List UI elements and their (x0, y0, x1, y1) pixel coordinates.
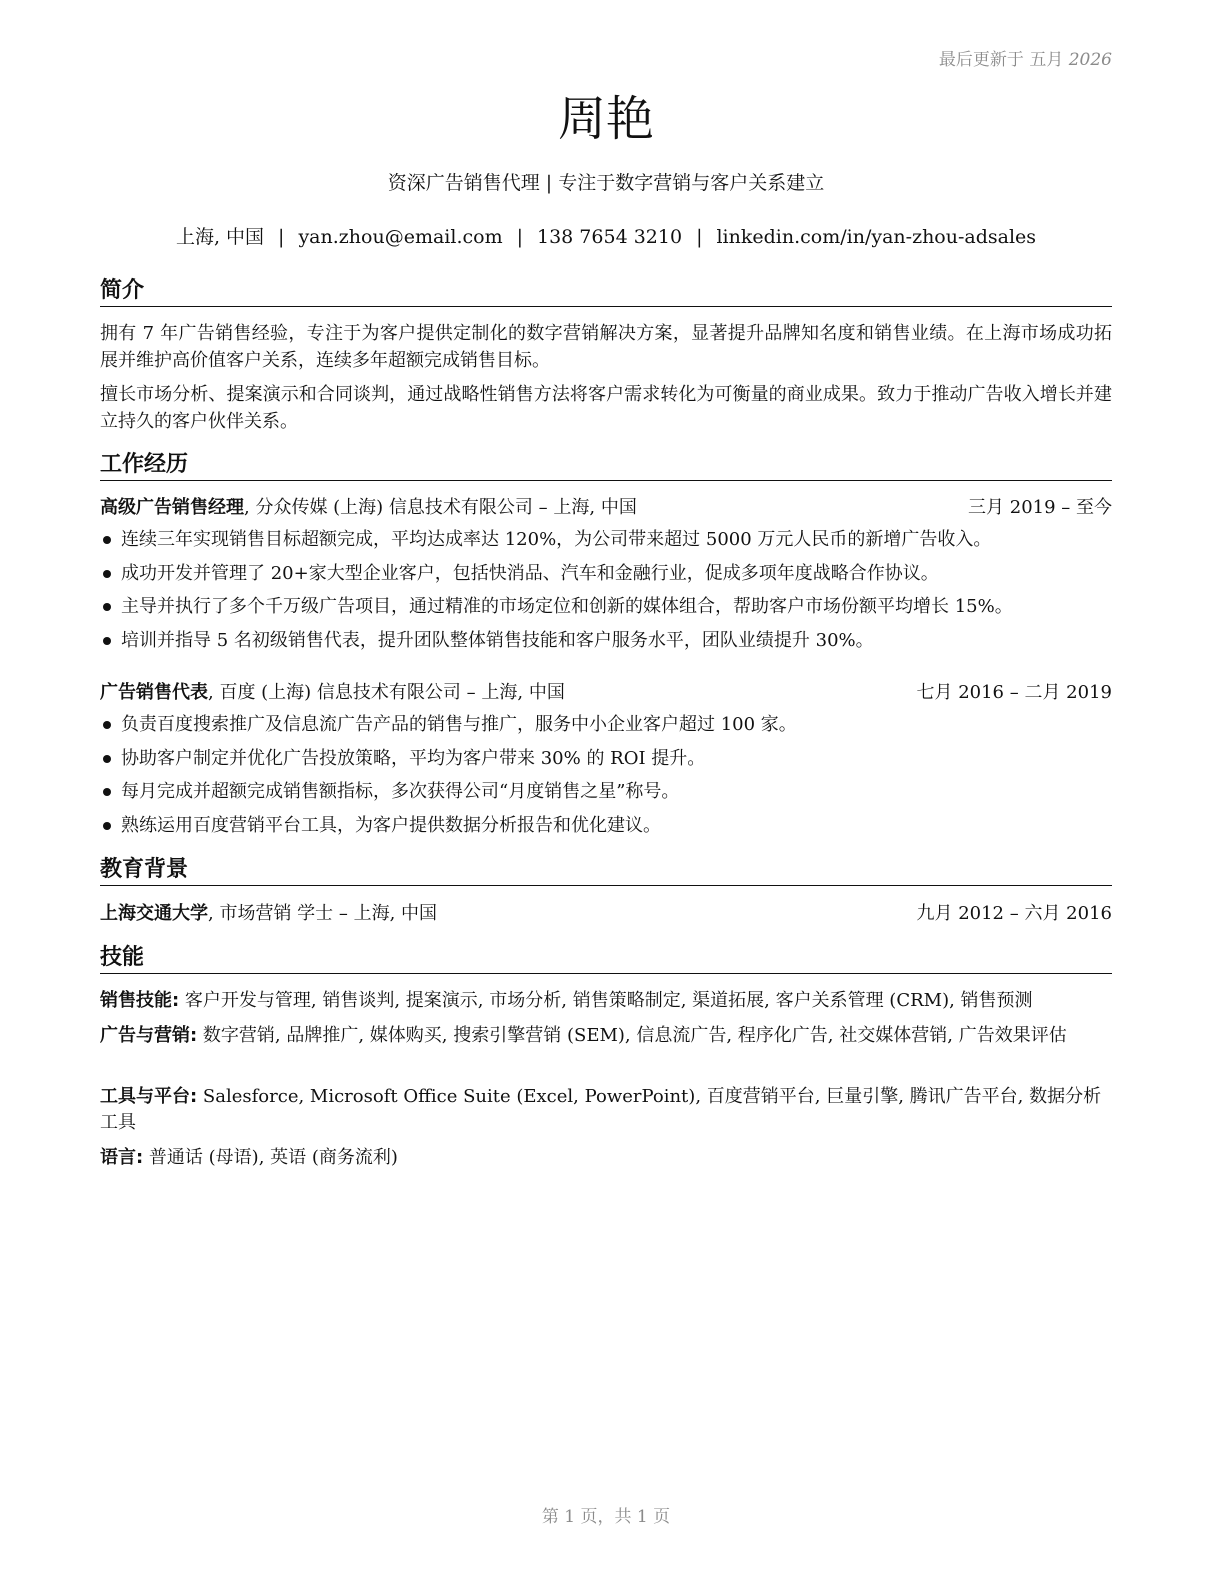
job-bullet: 培训并指导 5 名初级销售代表，提升团队整体销售技能和客户服务水平，团队业绩提升 30%。 (100, 624, 1112, 658)
skill-value: 客户开发与管理, 销售谈判, 提案演示, 市场分析, 销售策略制定, 渠道拓展, 客户关系管理 (CRM), 销售预测 (179, 990, 1033, 1011)
job-bullet: 主导并执行了多个千万级广告项目，通过精准的市场定位和创新的媒体组合，帮助客户市场份额平均增长 15%。 (100, 590, 1112, 624)
last-updated-label: 最后更新于 五月 (938, 50, 1064, 70)
skill-line (100, 1145, 1112, 1171)
contact-linkedin[interactable]: linkedin.com/in/yan-zhou-adsales (716, 226, 1037, 248)
page-number: 第 1 页，共 1 页 (541, 1507, 671, 1527)
contact-separator: | (696, 226, 703, 248)
contact-email[interactable]: yan.zhou@email.com (298, 226, 503, 248)
job-bullets (100, 708, 1112, 842)
skills-heading: 技能 (100, 943, 1112, 974)
contact-separator: | (516, 226, 523, 248)
job-organization: , 分众传媒 (上海) 信息技术有限公司 – 上海, 中国 (244, 497, 637, 518)
skill-value: Salesforce, Microsoft Office Suite (Excel, PowerPoint), 百度营销平台, 巨量引擎, 腾讯广告平台, 数据分析工具 (100, 1086, 1102, 1133)
job-bullet: 成功开发并管理了 20+家大型企业客户，包括快消品、汽车和金融行业，促成多项年度战略合作协议。 (100, 557, 1112, 591)
contact-separator: | (278, 226, 285, 248)
job-bullet: 协助客户制定并优化广告投放策略，平均为客户带来 30% 的 ROI 提升。 (100, 742, 1112, 776)
degree-detail: , 市场营销 学士 – 上海, 中国 (208, 903, 438, 924)
job-title: 高级广告销售经理 (100, 497, 244, 518)
candidate-name: 周艳 (557, 91, 654, 147)
skill-label: 语言: (100, 1147, 144, 1168)
skill-value: 普通话 (母语), 英语 (商务流利) (143, 1147, 398, 1168)
education-heading: 教育背景 (100, 855, 1112, 886)
skill-line (100, 1023, 1112, 1049)
experience-heading: 工作经历 (100, 450, 1112, 481)
summary-paragraph: 擅长市场分析、提案演示和合同谈判，通过战略性销售方法将客户需求转化为可衡量的商业成果。致力于推动广告收入增长并建立持久的客户伙伴关系。 (100, 384, 1112, 432)
job-dates: 七月 2016 – 二月 2019 (916, 682, 1112, 703)
summary-paragraph: 拥有 7 年广告销售经验，专注于为客户提供定制化的数字营销解决方案，显著提升品牌知名度和销售业绩。在上海市场成功拓展并维护高价值客户关系，连续多年超额完成销售目标。 (100, 323, 1112, 371)
contact-location: 上海, 中国 (175, 226, 265, 248)
education-dates: 九月 2012 – 六月 2016 (916, 903, 1112, 924)
skill-line (100, 1084, 1112, 1136)
last-updated-year: 2026 (1068, 50, 1112, 70)
skill-line (100, 988, 1112, 1014)
job-header (100, 495, 1112, 521)
skill-label: 工具与平台: (100, 1086, 198, 1107)
job-title: 广告销售代表 (100, 682, 208, 703)
contact-phone: 138 7654 3210 (537, 226, 683, 248)
job-bullet: 每月完成并超额完成销售额指标，多次获得公司“月度销售之星”称号。 (100, 775, 1112, 809)
job-header (100, 680, 1112, 706)
job-bullet: 连续三年实现销售目标超额完成，平均达成率达 120%，为公司带来超过 5000 万元人民币的新增广告收入。 (100, 523, 1112, 557)
job-bullet: 负责百度搜索推广及信息流广告产品的销售与推广，服务中小企业客户超过 100 家。 (100, 708, 1112, 742)
tagline: 资深广告销售代理 | 专注于数字营销与客户关系建立 (387, 172, 825, 194)
job-dates: 三月 2019 – 至今 (968, 497, 1112, 518)
resume-page (100, 0, 1112, 1584)
summary-heading: 简介 (100, 276, 1112, 307)
job-bullets (100, 523, 1112, 657)
education-entry (100, 901, 1112, 927)
skill-value: 数字营销, 品牌推广, 媒体购买, 搜索引擎营销 (SEM), 信息流广告, 程序化广告, 社交媒体营销, 广告效果评估 (197, 1025, 1067, 1046)
skill-label: 广告与营销: (100, 1025, 198, 1046)
job-organization: , 百度 (上海) 信息技术有限公司 – 上海, 中国 (208, 682, 565, 703)
last-updated (939, 45, 1112, 70)
contact-line (100, 224, 1112, 250)
skill-label: 销售技能: (100, 990, 180, 1011)
school-name: 上海交通大学 (100, 903, 208, 924)
job-bullet: 熟练运用百度营销平台工具，为客户提供数据分析报告和优化建议。 (100, 809, 1112, 843)
